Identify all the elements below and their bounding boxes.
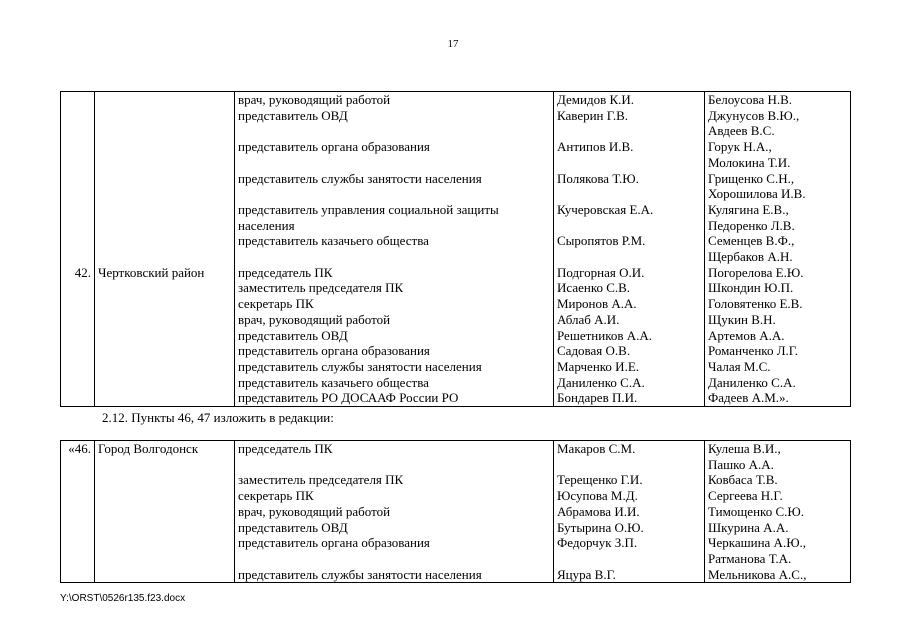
table-row (61, 520, 851, 536)
member-cell (554, 218, 705, 234)
district-cell (95, 472, 235, 488)
role-cell: представитель казачьего общества (235, 233, 554, 249)
table-row (61, 202, 851, 218)
row-number-cell (61, 375, 95, 391)
district-cell (95, 567, 235, 583)
member-cell: Исаенко С.В. (554, 280, 705, 296)
row-number-cell (61, 186, 95, 202)
role-cell: заместитель председателя ПК (235, 280, 554, 296)
reserve-member-cell: Ковбаса Т.В. (705, 472, 851, 488)
table-row (61, 535, 851, 551)
reserve-member-cell: Чалая М.С. (705, 359, 851, 375)
row-number-cell (61, 343, 95, 359)
role-cell: врач, руководящий работой (235, 504, 554, 520)
district-cell (95, 202, 235, 218)
table-row (61, 139, 851, 155)
row-number-cell (61, 280, 95, 296)
member-cell: Антипов И.В. (554, 139, 705, 155)
row-number-cell: 42. (61, 265, 95, 281)
district-cell (95, 359, 235, 375)
role-cell: представитель управления социальной защиты (235, 202, 554, 218)
role-cell (235, 551, 554, 567)
member-cell: Бондарев П.И. (554, 390, 705, 406)
reserve-member-cell: Шкондин Ю.П. (705, 280, 851, 296)
row-number-cell (61, 155, 95, 171)
member-cell: Сыропятов Р.М. (554, 233, 705, 249)
district-cell (95, 218, 235, 234)
table-row (61, 488, 851, 504)
table-row (61, 375, 851, 391)
table-row (61, 280, 851, 296)
row-number-cell (61, 139, 95, 155)
member-cell: Демидов К.И. (554, 92, 705, 108)
amendment-paragraph: 2.12. Пункты 46, 47 изложить в редакции: (102, 410, 334, 425)
district-cell: Город Волгодонск (95, 441, 235, 457)
role-cell: представитель органа образования (235, 343, 554, 359)
member-cell: Абрамова И.И. (554, 504, 705, 520)
role-cell: представитель ОВД (235, 328, 554, 344)
reserve-member-cell: Хорошилова И.В. (705, 186, 851, 202)
district-cell (95, 108, 235, 124)
row-number-cell (61, 202, 95, 218)
role-cell: секретарь ПК (235, 296, 554, 312)
member-cell: Кучеровская Е.А. (554, 202, 705, 218)
table-row (61, 218, 851, 234)
member-cell: Полякова Т.Ю. (554, 171, 705, 187)
member-cell (554, 551, 705, 567)
table-row (61, 123, 851, 139)
member-cell: Яцура В.Г. (554, 567, 705, 583)
role-cell: населения (235, 218, 554, 234)
member-cell: Даниленко С.А. (554, 375, 705, 391)
role-cell (235, 457, 554, 473)
reserve-member-cell: Педоренко Л.В. (705, 218, 851, 234)
role-cell: представитель органа образования (235, 535, 554, 551)
row-number-cell (61, 567, 95, 583)
district-cell (95, 343, 235, 359)
member-cell: Терещенко Г.И. (554, 472, 705, 488)
role-cell: представитель службы занятости населения (235, 359, 554, 375)
role-cell: представитель ОВД (235, 520, 554, 536)
table-row (61, 551, 851, 567)
table-row (61, 343, 851, 359)
table-row (61, 328, 851, 344)
member-cell: Миронов А.А. (554, 296, 705, 312)
reserve-member-cell: Артемов А.А. (705, 328, 851, 344)
district-cell (95, 233, 235, 249)
member-cell: Бутырина О.Ю. (554, 520, 705, 536)
table-row (61, 504, 851, 520)
table-row (61, 312, 851, 328)
role-cell: председатель ПК (235, 265, 554, 281)
row-number-cell (61, 171, 95, 187)
reserve-member-cell: Кулягина Е.В., (705, 202, 851, 218)
role-cell (235, 249, 554, 265)
district-cell (95, 249, 235, 265)
table-row (61, 472, 851, 488)
row-number-cell (61, 312, 95, 328)
member-cell: Юсупова М.Д. (554, 488, 705, 504)
role-cell: представитель органа образования (235, 139, 554, 155)
row-number-cell (61, 504, 95, 520)
role-cell (235, 123, 554, 139)
table-row (61, 390, 851, 406)
district-cell (95, 171, 235, 187)
district-cell (95, 123, 235, 139)
role-cell: представитель РО ДОСААФ России РО (235, 390, 554, 406)
committee-table-upper (60, 91, 851, 407)
role-cell: представитель ОВД (235, 108, 554, 124)
row-number-cell (61, 233, 95, 249)
reserve-member-cell: Белоусова Н.В. (705, 92, 851, 108)
role-cell: секретарь ПК (235, 488, 554, 504)
reserve-member-cell: Пашко А.А. (705, 457, 851, 473)
member-cell (554, 457, 705, 473)
reserve-member-cell: Семенцев В.Ф., (705, 233, 851, 249)
district-cell (95, 551, 235, 567)
row-number-cell (61, 472, 95, 488)
table-row (61, 249, 851, 265)
reserve-member-cell: Погорелова Е.Ю. (705, 265, 851, 281)
reserve-member-cell: Кулеша В.И., (705, 441, 851, 457)
district-cell (95, 488, 235, 504)
district-cell (95, 328, 235, 344)
district-cell (95, 312, 235, 328)
reserve-member-cell: Сергеева Н.Г. (705, 488, 851, 504)
district-cell (95, 520, 235, 536)
page-number: 17 (447, 38, 459, 50)
role-cell: представитель службы занятости населения (235, 171, 554, 187)
role-cell: заместитель председателя ПК (235, 472, 554, 488)
district-cell (95, 535, 235, 551)
role-cell (235, 155, 554, 171)
district-cell (95, 92, 235, 108)
district-cell (95, 186, 235, 202)
table-row (61, 186, 851, 202)
role-cell: представитель службы занятости населения (235, 567, 554, 583)
row-number-cell: «46. (61, 441, 95, 457)
member-cell (554, 186, 705, 202)
table-row (61, 233, 851, 249)
member-cell: Макаров С.М. (554, 441, 705, 457)
row-number-cell (61, 520, 95, 536)
table-row (61, 457, 851, 473)
member-cell (554, 123, 705, 139)
row-number-cell (61, 457, 95, 473)
row-number-cell (61, 535, 95, 551)
reserve-member-cell: Романченко Л.Г. (705, 343, 851, 359)
member-cell: Аблаб А.И. (554, 312, 705, 328)
row-number-cell (61, 359, 95, 375)
row-number-cell (61, 92, 95, 108)
member-cell: Решетников А.А. (554, 328, 705, 344)
table-row (61, 108, 851, 124)
district-cell (95, 155, 235, 171)
role-cell (235, 186, 554, 202)
role-cell: председатель ПК (235, 441, 554, 457)
district-cell (95, 139, 235, 155)
district-cell (95, 296, 235, 312)
reserve-member-cell: Головятенко Е.В. (705, 296, 851, 312)
table-row (61, 155, 851, 171)
row-number-cell (61, 108, 95, 124)
table-row (61, 265, 851, 281)
member-cell: Садовая О.В. (554, 343, 705, 359)
row-number-cell (61, 249, 95, 265)
reserve-member-cell: Фадеев А.М.». (705, 390, 851, 406)
reserve-member-cell: Горук Н.А., (705, 139, 851, 155)
district-cell: Чертковский район (95, 265, 235, 281)
reserve-member-cell: Черкашина А.Ю., (705, 535, 851, 551)
role-cell: представитель казачьего общества (235, 375, 554, 391)
district-cell (95, 504, 235, 520)
reserve-member-cell: Ратманова Т.А. (705, 551, 851, 567)
role-cell: врач, руководящий работой (235, 312, 554, 328)
reserve-member-cell: Щукин В.Н. (705, 312, 851, 328)
reserve-member-cell: Джунусов В.Ю., (705, 108, 851, 124)
district-cell (95, 280, 235, 296)
reserve-member-cell: Шкурина А.А. (705, 520, 851, 536)
row-number-cell (61, 488, 95, 504)
reserve-member-cell: Авдеев В.С. (705, 123, 851, 139)
reserve-member-cell: Тимощенко С.Ю. (705, 504, 851, 520)
table-row (61, 171, 851, 187)
reserve-member-cell: Мельникова А.С., (705, 567, 851, 583)
district-cell (95, 457, 235, 473)
role-cell: врач, руководящий работой (235, 92, 554, 108)
committee-table-lower (60, 440, 851, 583)
row-number-cell (61, 328, 95, 344)
member-cell (554, 249, 705, 265)
member-cell: Марченко И.Е. (554, 359, 705, 375)
table-row (61, 359, 851, 375)
table-row (61, 441, 851, 457)
row-number-cell (61, 218, 95, 234)
member-cell: Каверин Г.В. (554, 108, 705, 124)
reserve-member-cell: Грищенко С.Н., (705, 171, 851, 187)
member-cell: Федорчук З.П. (554, 535, 705, 551)
district-cell (95, 390, 235, 406)
reserve-member-cell: Щербаков А.Н. (705, 249, 851, 265)
row-number-cell (61, 123, 95, 139)
row-number-cell (61, 296, 95, 312)
row-number-cell (61, 390, 95, 406)
table-row (61, 567, 851, 583)
reserve-member-cell: Молокина Т.И. (705, 155, 851, 171)
row-number-cell (61, 551, 95, 567)
table-row (61, 296, 851, 312)
district-cell (95, 375, 235, 391)
member-cell (554, 155, 705, 171)
reserve-member-cell: Даниленко С.А. (705, 375, 851, 391)
member-cell: Подгорная О.И. (554, 265, 705, 281)
table-row (61, 92, 851, 108)
footer-file-path: Y:\ORST\0526r135.f23.docx (60, 593, 186, 604)
